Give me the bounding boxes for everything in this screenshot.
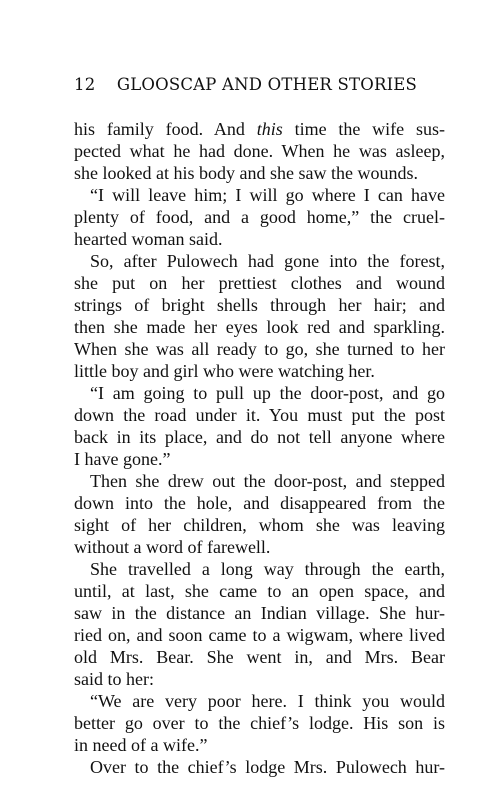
text-line: She travelled a long way through the earth, xyxy=(90,559,445,579)
text-line: sight of her children, whom she was leaving xyxy=(74,515,445,535)
text-line: “We are very poor here. I think you would xyxy=(90,691,445,711)
text-line: “I will leave him; I will go where I can have xyxy=(90,185,445,205)
page-number: 12 xyxy=(74,75,96,94)
text-line: pected what he had done. When he was asleep, xyxy=(74,141,445,161)
running-header xyxy=(74,75,418,94)
text-line: strings of bright shells through her hair; and xyxy=(74,295,445,315)
text-line: down the road under it. You must put the post xyxy=(74,405,445,425)
text-line: said to her: xyxy=(74,669,154,689)
text-line: saw in the distance an Indian village. She hur- xyxy=(74,603,445,623)
text-line: plenty of food, and a good home,” the cruel- xyxy=(74,207,445,227)
text-line: back in its place, and do not tell anyone where xyxy=(74,427,445,447)
text-line: Then she drew out the door-post, and stepped xyxy=(90,471,445,491)
text-line: hearted woman said. xyxy=(74,229,223,249)
text-line: old Mrs. Bear. She went in, and Mrs. Bear xyxy=(74,647,445,667)
text-line: I have gone.” xyxy=(74,449,171,469)
text-line: better go over to the chief’s lodge. His son is xyxy=(74,713,445,733)
text-line: down into the hole, and disappeared from the xyxy=(74,493,445,513)
text-line: little boy and girl who were watching her. xyxy=(74,361,375,381)
text-line: without a word of farewell. xyxy=(74,537,271,557)
text-line: So, after Pulowech had gone into the forest, xyxy=(90,251,445,271)
text-line: until, at last, she came to an open space, and xyxy=(74,581,445,601)
text-line: she put on her prettiest clothes and wound xyxy=(74,273,445,293)
text-line: “I am going to pull up the door-post, and go xyxy=(90,383,445,403)
text-line: When she was all ready to go, she turned to her xyxy=(74,339,445,359)
text-line: then she made her eyes look red and sparkling. xyxy=(74,317,445,337)
text-line: Over to the chief’s lodge Mrs. Pulowech hur- xyxy=(90,757,445,777)
text-line: ried on, and soon came to a wigwam, where lived xyxy=(74,625,445,645)
text-line: in need of a wife.” xyxy=(74,735,208,755)
emphasized-word: this xyxy=(256,119,283,139)
text-line: his family food. And this time the wife sus- xyxy=(74,119,445,139)
text-line: she looked at his body and she saw the wounds. xyxy=(74,163,418,183)
running-title: GLOOSCAP AND OTHER STORIES xyxy=(116,75,418,94)
